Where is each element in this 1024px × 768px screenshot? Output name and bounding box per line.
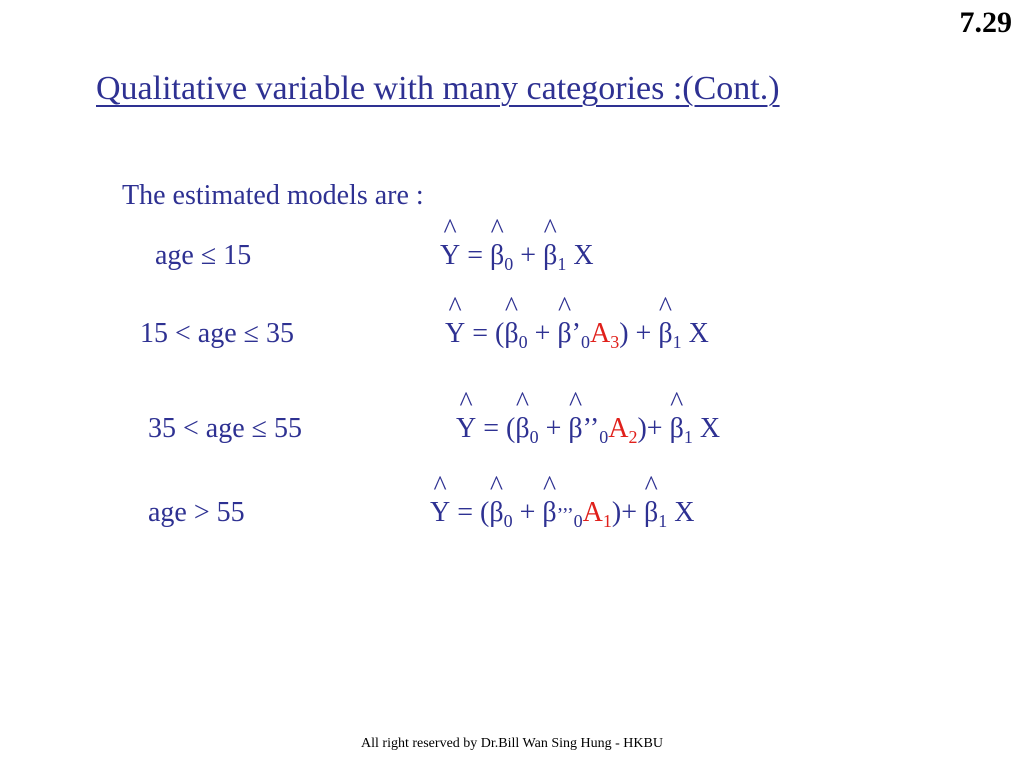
dummy-subscript: 2 (628, 427, 638, 447)
beta-hat: ^ β (543, 240, 557, 272)
subscript: 0 (599, 427, 609, 447)
subscript: 0 (573, 511, 583, 531)
y-hat: ^ Y (456, 413, 476, 445)
x-variable: X (674, 497, 695, 528)
plus-sign: + (545, 413, 562, 444)
equals-sign: = (483, 413, 500, 444)
subscript: 1 (658, 511, 668, 531)
plus-sign: + (519, 497, 536, 528)
subscript: 0 (504, 254, 514, 274)
model-2-condition: 15 < age ≤ 35 (140, 318, 295, 349)
beta-hat: ^ β (504, 318, 518, 350)
model-1-equation (440, 240, 594, 272)
y-hat: ^ Y (440, 240, 460, 272)
plus-sign: + (635, 318, 652, 349)
dummy-variable: A (608, 413, 629, 444)
subscript: 1 (683, 427, 693, 447)
intro-text: The estimated models are : (122, 180, 424, 211)
subscript: 0 (529, 427, 539, 447)
dummy-variable: A (582, 497, 603, 528)
dummy-variable: A (589, 318, 611, 349)
open-paren: ( (480, 497, 490, 528)
prime-mark: ’’ (582, 413, 600, 444)
dummy-subscript: 1 (602, 511, 612, 531)
subscript: 1 (557, 254, 567, 274)
y-hat: ^ Y (430, 497, 450, 529)
slide-title: Qualitative variable with many categories :(Cont.) (96, 70, 780, 107)
subscript: 0 (503, 511, 513, 531)
open-paren: ( (495, 318, 505, 349)
open-paren: ( (506, 413, 516, 444)
equals-sign: = (467, 240, 484, 271)
model-4-condition: age > 55 (148, 497, 245, 528)
beta-hat: ^ β (644, 497, 658, 529)
plus-sign: + (534, 318, 551, 349)
subscript: 1 (672, 332, 682, 352)
model-4-equation (430, 497, 695, 529)
plus-sign: + (646, 413, 663, 444)
footer-copyright: All right reserved by Dr.Bill Wan Sing Hung - HKBU (361, 736, 663, 751)
slide-number: 7.29 (959, 6, 1012, 39)
model-3-equation (456, 413, 720, 445)
model-2-equation (445, 318, 709, 350)
beta-triple-prime-hat: ^ β (542, 497, 556, 529)
plus-sign: + (520, 240, 537, 271)
beta-prime-hat: ^ β (557, 318, 571, 350)
subscript: 0 (518, 332, 528, 352)
beta-hat: ^ β (515, 413, 529, 445)
beta-hat: ^ β (489, 497, 503, 529)
close-paren: ) (637, 413, 647, 444)
equals-sign: = (472, 318, 489, 349)
x-variable: X (688, 318, 709, 349)
prime-mark: ’’’ (556, 504, 574, 526)
subscript: 0 (580, 332, 590, 352)
beta-hat: ^ β (490, 240, 504, 272)
close-paren: ) (611, 497, 622, 528)
dummy-subscript: 3 (610, 332, 620, 352)
y-hat: ^ Y (445, 318, 465, 350)
close-paren: ) (619, 318, 629, 349)
model-3-condition: 35 < age ≤ 55 (148, 413, 303, 444)
beta-hat: ^ β (658, 318, 672, 350)
model-1-condition: age ≤ 15 (155, 240, 252, 271)
x-variable: X (573, 240, 594, 271)
beta-double-prime-hat: ^ β (568, 413, 582, 445)
prime-mark: ’ (571, 318, 581, 349)
x-variable: X (699, 413, 721, 444)
beta-hat: ^ β (670, 413, 684, 445)
equals-sign: = (457, 497, 474, 528)
plus-sign: + (621, 497, 638, 528)
